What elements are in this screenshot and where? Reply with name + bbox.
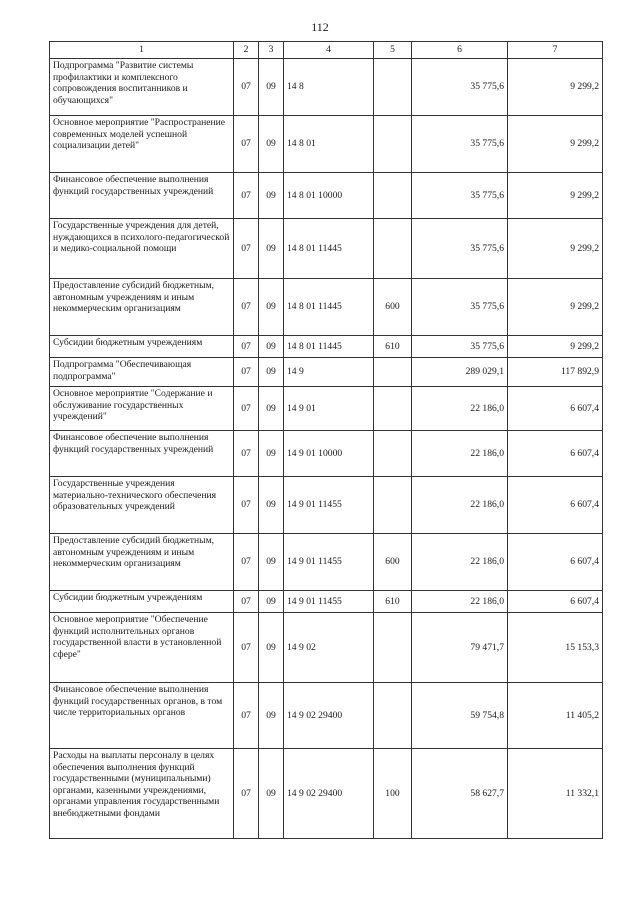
row-section: 07 — [234, 358, 259, 387]
row-name: Государственные учреждения материально-технического обеспечения образовательных учреждений — [50, 477, 234, 534]
row-section: 07 — [234, 613, 259, 683]
row-name: Подпрограмма "Развитие системы профилактики и комплексного сопровождения воспитанников и обучающихся" — [50, 59, 234, 116]
col-header-3: 3 — [259, 42, 284, 59]
col-header-7: 7 — [508, 42, 603, 59]
table-row — [50, 749, 603, 839]
row-target-code: 14 9 01 11455 — [284, 477, 374, 534]
row-target-code: 14 9 02 29400 — [284, 683, 374, 749]
row-expense-type — [374, 59, 412, 116]
col-header-4: 4 — [284, 42, 374, 59]
row-expense-type: 610 — [374, 591, 412, 613]
row-amount-1: 35 775,6 — [412, 279, 508, 336]
row-subsection: 09 — [259, 173, 284, 219]
budget-table — [49, 41, 603, 839]
row-name: Финансовое обеспечение выполнения функций государственных органов, в том числе территориальных органов — [50, 683, 234, 749]
row-amount-1: 22 186,0 — [412, 387, 508, 431]
row-subsection: 09 — [259, 116, 284, 173]
col-header-1: 1 — [50, 42, 234, 59]
row-expense-type — [374, 358, 412, 387]
row-amount-2: 11 405,2 — [508, 683, 603, 749]
row-amount-1: 22 186,0 — [412, 534, 508, 591]
row-expense-type: 600 — [374, 534, 412, 591]
row-name: Предоставление субсидий бюджетным, автономным учреждениям и иным некоммерческим организациям — [50, 279, 234, 336]
row-subsection: 09 — [259, 431, 284, 477]
row-expense-type — [374, 116, 412, 173]
row-subsection: 09 — [259, 613, 284, 683]
row-section: 07 — [234, 219, 259, 279]
row-name: Субсидии бюджетным учреждениям — [50, 591, 234, 613]
row-amount-2: 6 607,4 — [508, 387, 603, 431]
row-target-code: 14 8 — [284, 59, 374, 116]
page-number: 112 — [311, 20, 329, 34]
row-amount-2: 9 299,2 — [508, 279, 603, 336]
row-expense-type: 100 — [374, 749, 412, 839]
row-section: 07 — [234, 534, 259, 591]
row-name: Финансовое обеспечение выполнения функций государственных учреждений — [50, 173, 234, 219]
row-target-code: 14 9 01 11455 — [284, 534, 374, 591]
row-target-code: 14 8 01 11445 — [284, 279, 374, 336]
header-row — [50, 42, 603, 59]
row-section: 07 — [234, 683, 259, 749]
row-amount-1: 22 186,0 — [412, 477, 508, 534]
table-row — [50, 387, 603, 431]
row-amount-1: 35 775,6 — [412, 219, 508, 279]
table-row — [50, 219, 603, 279]
row-amount-1: 22 186,0 — [412, 431, 508, 477]
row-target-code: 14 8 01 11445 — [284, 219, 374, 279]
row-name: Основное мероприятие "Содержание и обслуживание государственных учреждений" — [50, 387, 234, 431]
row-subsection: 09 — [259, 219, 284, 279]
table-row — [50, 683, 603, 749]
col-header-2: 2 — [234, 42, 259, 59]
row-amount-1: 22 186,0 — [412, 591, 508, 613]
row-target-code: 14 9 01 10000 — [284, 431, 374, 477]
row-section: 07 — [234, 173, 259, 219]
table-row — [50, 336, 603, 358]
row-subsection: 09 — [259, 279, 284, 336]
row-target-code: 14 9 01 — [284, 387, 374, 431]
row-name: Расходы на выплаты персоналу в целях обеспечения выполнения функций государственными (муниципальными) органами, казенными учреждениями, органами управления государственными внебюджетными фондами — [50, 749, 234, 839]
table-row — [50, 358, 603, 387]
row-subsection: 09 — [259, 387, 284, 431]
row-section: 07 — [234, 591, 259, 613]
row-target-code: 14 8 01 — [284, 116, 374, 173]
row-subsection: 09 — [259, 749, 284, 839]
row-name: Финансовое обеспечение выполнения функций государственных учреждений — [50, 431, 234, 477]
row-subsection: 09 — [259, 591, 284, 613]
row-target-code: 14 9 — [284, 358, 374, 387]
row-subsection: 09 — [259, 477, 284, 534]
row-subsection: 09 — [259, 683, 284, 749]
row-subsection: 09 — [259, 534, 284, 591]
row-name: Предоставление субсидий бюджетным, автономным учреждениям и иным некоммерческим организациям — [50, 534, 234, 591]
row-amount-2: 6 607,4 — [508, 591, 603, 613]
row-expense-type — [374, 431, 412, 477]
row-target-code: 14 9 02 29400 — [284, 749, 374, 839]
row-section: 07 — [234, 431, 259, 477]
row-name: Основное мероприятие "Обеспечение функций исполнительных органов государственной власти в установленной сфере" — [50, 613, 234, 683]
table-row — [50, 431, 603, 477]
row-subsection: 09 — [259, 336, 284, 358]
row-amount-2: 9 299,2 — [508, 173, 603, 219]
row-section: 07 — [234, 336, 259, 358]
row-section: 07 — [234, 116, 259, 173]
row-section: 07 — [234, 749, 259, 839]
row-section: 07 — [234, 59, 259, 116]
row-amount-1: 35 775,6 — [412, 116, 508, 173]
row-name: Государственные учреждения для детей, нуждающихся в психолого-педагогической и медико-социальной помощи — [50, 219, 234, 279]
row-name: Субсидии бюджетным учреждениям — [50, 336, 234, 358]
row-subsection: 09 — [259, 358, 284, 387]
row-amount-1: 35 775,6 — [412, 59, 508, 116]
row-expense-type — [374, 387, 412, 431]
row-expense-type — [374, 173, 412, 219]
row-section: 07 — [234, 279, 259, 336]
table-row — [50, 591, 603, 613]
row-expense-type — [374, 683, 412, 749]
table-row — [50, 613, 603, 683]
row-expense-type — [374, 219, 412, 279]
table-row — [50, 279, 603, 336]
row-amount-2: 9 299,2 — [508, 336, 603, 358]
table-row — [50, 477, 603, 534]
row-name: Основное мероприятие "Распространение современных моделей успешной социализации детей" — [50, 116, 234, 173]
row-amount-2: 6 607,4 — [508, 431, 603, 477]
row-amount-1: 289 029,1 — [412, 358, 508, 387]
row-target-code: 14 9 01 11455 — [284, 591, 374, 613]
table-row — [50, 116, 603, 173]
col-header-6: 6 — [412, 42, 508, 59]
row-amount-1: 79 471,7 — [412, 613, 508, 683]
row-amount-2: 15 153,3 — [508, 613, 603, 683]
row-amount-2: 9 299,2 — [508, 219, 603, 279]
row-target-code: 14 8 01 10000 — [284, 173, 374, 219]
row-amount-2: 6 607,4 — [508, 534, 603, 591]
row-target-code: 14 8 01 11445 — [284, 336, 374, 358]
row-expense-type: 610 — [374, 336, 412, 358]
row-amount-2: 11 332,1 — [508, 749, 603, 839]
col-header-5: 5 — [374, 42, 412, 59]
row-section: 07 — [234, 477, 259, 534]
row-amount-1: 58 627,7 — [412, 749, 508, 839]
row-expense-type — [374, 477, 412, 534]
row-amount-2: 6 607,4 — [508, 477, 603, 534]
row-amount-1: 59 754,8 — [412, 683, 508, 749]
row-amount-2: 117 892,9 — [508, 358, 603, 387]
row-amount-1: 35 775,6 — [412, 173, 508, 219]
table-row — [50, 534, 603, 591]
row-expense-type: 600 — [374, 279, 412, 336]
row-expense-type — [374, 613, 412, 683]
row-amount-2: 9 299,2 — [508, 116, 603, 173]
row-name: Подпрограмма "Обеспечивающая подпрограмма" — [50, 358, 234, 387]
table-row — [50, 173, 603, 219]
table-row — [50, 59, 603, 116]
row-amount-1: 35 775,6 — [412, 336, 508, 358]
row-section: 07 — [234, 387, 259, 431]
row-subsection: 09 — [259, 59, 284, 116]
row-amount-2: 9 299,2 — [508, 59, 603, 116]
row-target-code: 14 9 02 — [284, 613, 374, 683]
